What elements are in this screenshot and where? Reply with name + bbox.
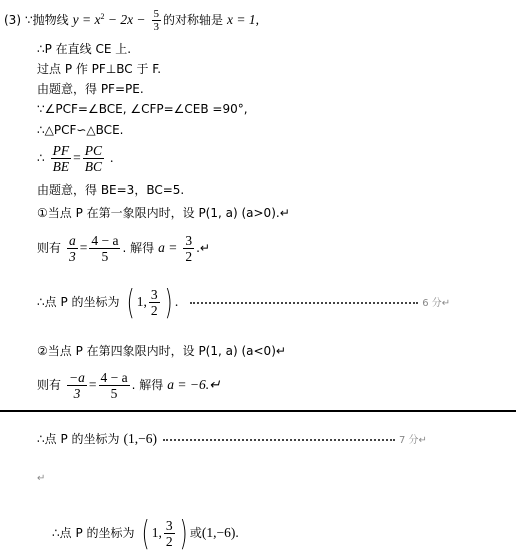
frac-den: 3 — [69, 249, 76, 264]
solve-text: . 解得 — [122, 241, 155, 255]
fraction-a-3 — [67, 233, 78, 264]
line-15: ↵ — [37, 473, 46, 484]
line-13 — [37, 370, 220, 401]
score-7: 7 分↵ — [398, 435, 427, 446]
equals-sign: = — [79, 240, 88, 255]
frac-num: 3 — [150, 287, 158, 302]
fraction-4-a-5 — [89, 233, 120, 264]
frac-num: 5 — [153, 8, 160, 20]
frac-den: 2 — [185, 249, 193, 264]
fraction-3-2 — [149, 287, 160, 318]
fraction-3-2 — [183, 233, 194, 264]
solve-text: . 解得 — [131, 378, 164, 392]
part-label: (3) — [4, 13, 21, 27]
line-16 — [52, 513, 239, 554]
coord-x: 1, — [136, 294, 147, 309]
line-9: ①当点 P 在第一象限内时，设 P(1, a) (a>0).↵ — [37, 206, 290, 220]
frac-den: 5 — [101, 249, 109, 264]
leader-dots — [163, 439, 395, 441]
left-paren: ( — [126, 282, 135, 323]
line-3: 过点 P 作 PF⊥BC 于 F. — [37, 62, 162, 76]
frac-num: a — [69, 233, 76, 248]
line-2: ∴P 在直线 CE 上. — [37, 42, 132, 56]
a-equals: a = — [158, 240, 178, 255]
frac-num: 3 — [165, 518, 173, 533]
page-divider — [0, 410, 516, 412]
or-text: 或 — [189, 526, 202, 540]
period: . — [174, 294, 179, 309]
coord-text: ∴点 P 的坐标为 — [52, 526, 135, 540]
line-5: ∵∠PCF=∠BCE, ∠CFP=∠CEB =90°, — [37, 102, 248, 116]
period: . — [110, 150, 114, 165]
axis-text: 的对称轴是 — [163, 13, 224, 27]
frac-den: BE — [52, 159, 70, 174]
line-8: 由题意，得 BE=3，BC=5. — [37, 183, 185, 197]
frac-den: 3 — [73, 386, 81, 401]
parabola-eq-mid: − 2x − — [104, 12, 146, 27]
parabola-eq-left: y = x — [72, 12, 101, 27]
frac-num: −a — [69, 370, 85, 385]
coord-value: (1,−6) — [123, 431, 157, 446]
score-6: 6 分↵ — [422, 298, 451, 309]
line-11 — [37, 282, 451, 323]
leader-dots — [190, 302, 418, 304]
frac-den: 2 — [150, 303, 158, 318]
fraction-5-3 — [152, 8, 162, 33]
frac-num: 4 − a — [91, 233, 119, 248]
frac-den: 3 — [153, 21, 160, 33]
line-14 — [37, 431, 427, 449]
fraction-neg-a-3 — [67, 370, 87, 401]
equals-sign: = — [73, 150, 81, 165]
line-4: 由题意，得 PF=PE. — [37, 82, 144, 96]
left-paren: ( — [141, 513, 150, 554]
equals-sign: = — [88, 377, 97, 392]
frac-den: BC — [84, 159, 103, 174]
fraction-pc-bc — [83, 143, 104, 174]
coord-text: ∴点 P 的坐标为 — [37, 295, 120, 309]
frac-den: 5 — [110, 386, 118, 401]
then-text: 则有 — [37, 378, 62, 392]
right-paren: ) — [164, 282, 173, 323]
period: . — [235, 525, 239, 540]
line-end: .↵ — [196, 241, 210, 255]
coord-value: (1,−6) — [201, 525, 236, 540]
then-text: 则有 — [37, 241, 62, 255]
line-10 — [37, 233, 210, 264]
line-6: ∴△PCF∽△BCE. — [37, 123, 124, 137]
line-12: ②当点 P 在第四象限内时，设 P(1, a) (a<0)↵ — [37, 344, 286, 358]
frac-den: 2 — [165, 534, 173, 549]
solution: a = −6.↵ — [167, 377, 221, 392]
exponent: 2 — [100, 11, 105, 21]
line-1 — [4, 8, 259, 33]
line-7 — [37, 143, 113, 174]
fraction-4-a-5 — [99, 370, 130, 401]
axis-eq: x = 1, — [227, 12, 260, 27]
fraction-3-2 — [164, 518, 175, 549]
frac-num: 3 — [185, 233, 193, 248]
frac-num: 4 − a — [100, 370, 128, 385]
since-text: ∵抛物线 — [24, 13, 69, 27]
frac-num: PC — [84, 143, 103, 158]
coord-x: 1, — [151, 525, 162, 540]
right-paren: ) — [179, 513, 188, 554]
fraction-pf-be — [51, 143, 72, 174]
therefore-symbol: ∴ — [37, 151, 45, 165]
coord-text: ∴点 P 的坐标为 — [37, 432, 120, 446]
frac-num: PF — [52, 143, 70, 158]
